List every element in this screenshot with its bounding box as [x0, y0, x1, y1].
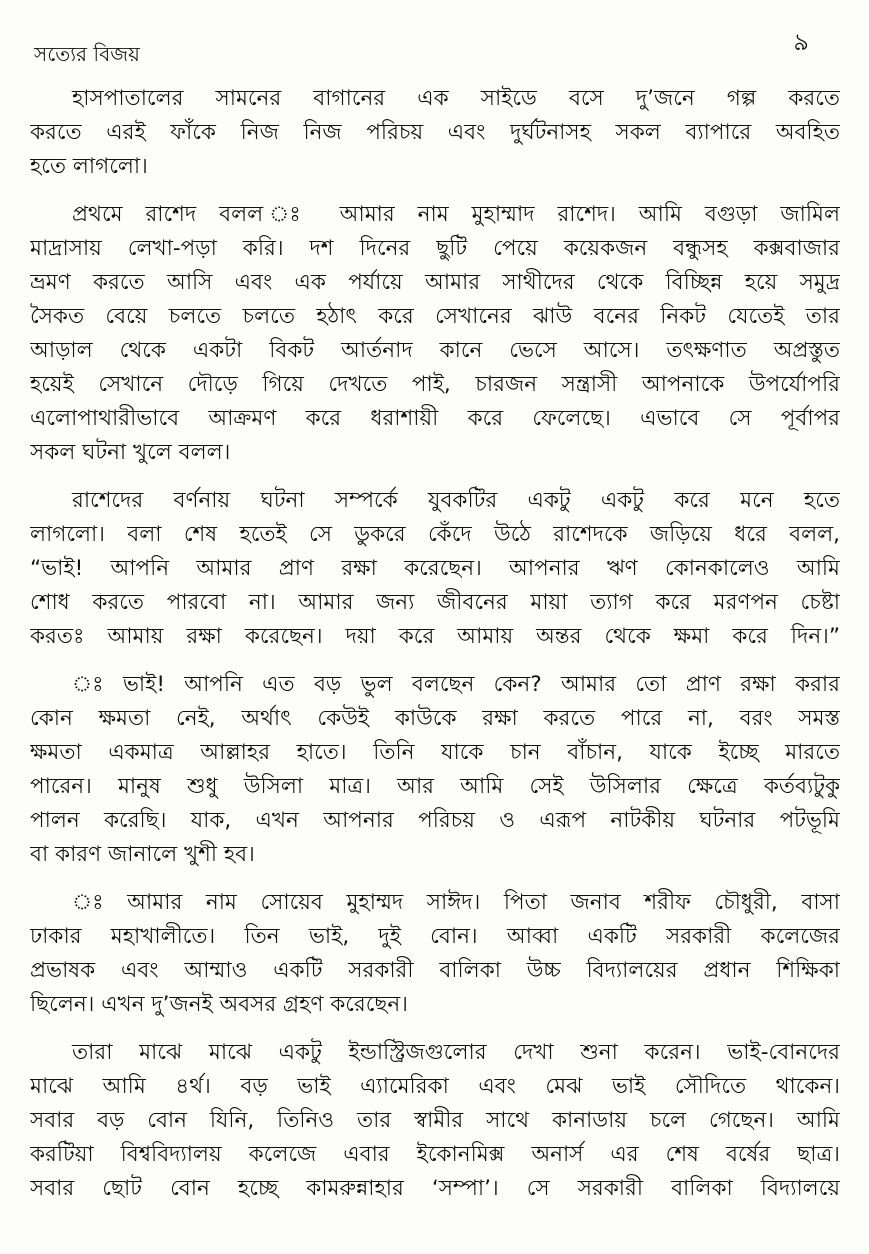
text-line: প্রথমে রাশেদ বলল ঃ আমার নাম মুহাম্মাদ রাশেদ। আমি বগুড়া জামিল — [72, 202, 840, 227]
text-line: পালন করেছি। যাক, এখন আপনার পরিচয় ও এরূপ নাটকীয় ঘটনার পটভূমি — [30, 808, 840, 833]
paragraph-6 — [30, 1036, 840, 1206]
text-line: ঃ আমার নাম সোয়েব মুহাম্মদ সাঈদ। পিতা জনাব শরীফ চৌধুরী, বাসা — [72, 890, 840, 915]
body-text — [30, 82, 840, 1220]
text-line: সবার ছোট বোন হচ্ছে কামরুন্নাহার ‘সম্পা’। সে সরকারী বালিকা বিদ্যালয়ে — [30, 1176, 840, 1201]
text-line: রাশেদের বর্ণনায় ঘটনা সম্পর্কে যুবকটির একটু একটু করে মনে হতে — [72, 488, 840, 513]
text-line: শোধ করতে পারবো না। আমার জন্য জীবনের মায়া ত্যাগ করে মরণপন চেষ্টা — [30, 590, 840, 615]
text-line: মাদ্রাসায় লেখা-পড়া করি। দশ দিনের ছুটি পেয়ে কয়েকজন বন্ধুসহ কক্সবাজার — [30, 236, 840, 261]
text-line: সবার বড় বোন যিনি, তিনিও তার স্বামীর সাথে কানাডায় চলে গেছেন। আমি — [30, 1108, 840, 1133]
text-line: করতঃ আমায় রক্ষা করেছেন। দয়া করে আমায় অন্তর থেকে ক্ষমা করে দিন।” — [30, 624, 840, 649]
text-line: ভ্রমণ করতে আসি এবং এক পর্যায়ে আমার সাথীদের থেকে বিচ্ছিন্ন হয়ে সমুদ্র — [30, 270, 840, 295]
text-line: করটিয়া বিশ্ববিদ্যালয় কলেজে এবার ইকোনমিক্স অনার্স এর শেষ বর্ষের ছাত্র। — [30, 1142, 840, 1167]
paragraph-4 — [30, 668, 840, 872]
text-line: তারা মাঝে মাঝে একটু ইন্ডাস্ট্রিজগুলোর দেখা শুনা করেন। ভাই-বোনদের — [72, 1040, 840, 1065]
paragraph-2 — [30, 198, 840, 470]
text-line: ছিলেন। এখন দু’জনই অবসর গ্রহণ করেছেন। — [30, 992, 408, 1017]
text-line: হয়েই সেখানে দৌড়ে গিয়ে দেখতে পাই, চারজন সন্ত্রাসী আপনাকে উপর্যোপরি — [30, 372, 840, 397]
running-title: সত্যের বিজয় — [34, 42, 140, 66]
text-line: পারেন। মানুষ শুধু উসিলা মাত্র। আর আমি সেই উসিলার ক্ষেত্রে কর্তব্যটুকু — [30, 774, 840, 799]
text-line: লাগলো। বলা শেষ হতেই সে ডুকরে কেঁদে উঠে রাশেদকে জড়িয়ে ধরে বলল, — [30, 522, 840, 547]
text-line: “ভাই! আপনি আমার প্রাণ রক্ষা করেছেন। আপনার ঋণ কোনকালেও আমি — [30, 556, 840, 581]
paragraph-3 — [30, 484, 840, 654]
page-number: ৯ — [793, 28, 809, 56]
text-line: সৈকত বেয়ে চলতে চলতে হঠাৎ করে সেখানের ঝাউ বনের নিকট যেতেই তার — [30, 304, 840, 329]
text-line: হতে লাগলো। — [30, 154, 148, 179]
text-line: এলোপাথারীভাবে আক্রমণ করে ধরাশায়ী করে ফেলেছে। এভাবে সে পূর্বাপর — [30, 406, 840, 431]
text-line: ঢাকার মহাখালীতে। তিন ভাই, দুই বোন। আব্বা একটি সরকারী কলেজের — [30, 924, 840, 949]
text-line: হাসপাতালের সামনের বাগানের এক সাইডে বসে দু’জনে গল্প করতে — [72, 86, 840, 111]
text-line: ক্ষমতা একমাত্র আল্লাহর হাতে। তিনি যাকে চান বাঁচান, যাকে ইচ্ছে মারতে — [30, 740, 840, 765]
text-line: প্রভাষক এবং আম্মাও একটি সরকারী বালিকা উচ্চ বিদ্যালয়ের প্রধান শিক্ষিকা — [30, 958, 840, 983]
text-line: মাঝে আমি ৪র্থ। বড় ভাই এ্যামেরিকা এবং মেঝ ভাই সৌদিতে থাকেন। — [30, 1074, 840, 1099]
text-line: সকল ঘটনা খুলে বলল। — [30, 440, 231, 465]
text-line: ঃ ভাই! আপনি এত বড় ভুল বলছেন কেন? আমার তো প্রাণ রক্ষা করার — [72, 672, 840, 697]
paragraph-1 — [30, 82, 840, 184]
paragraph-5 — [30, 886, 840, 1022]
text-line: কোন ক্ষমতা নেই, অর্থাৎ কেউই কাউকে রক্ষা করতে পারে না, বরং সমস্ত — [30, 706, 840, 731]
text-line: বা কারণ জানালে খুশী হব। — [30, 842, 255, 867]
text-line: আড়াল থেকে একটা বিকট আর্তনাদ কানে ভেসে আসে। তৎক্ষণাত অপ্রস্তুত — [30, 338, 840, 363]
text-line: করতে এরই ফাঁকে নিজ নিজ পরিচয় এবং দুর্ঘটনাসহ সকল ব্যাপারে অবহিত — [30, 120, 840, 145]
